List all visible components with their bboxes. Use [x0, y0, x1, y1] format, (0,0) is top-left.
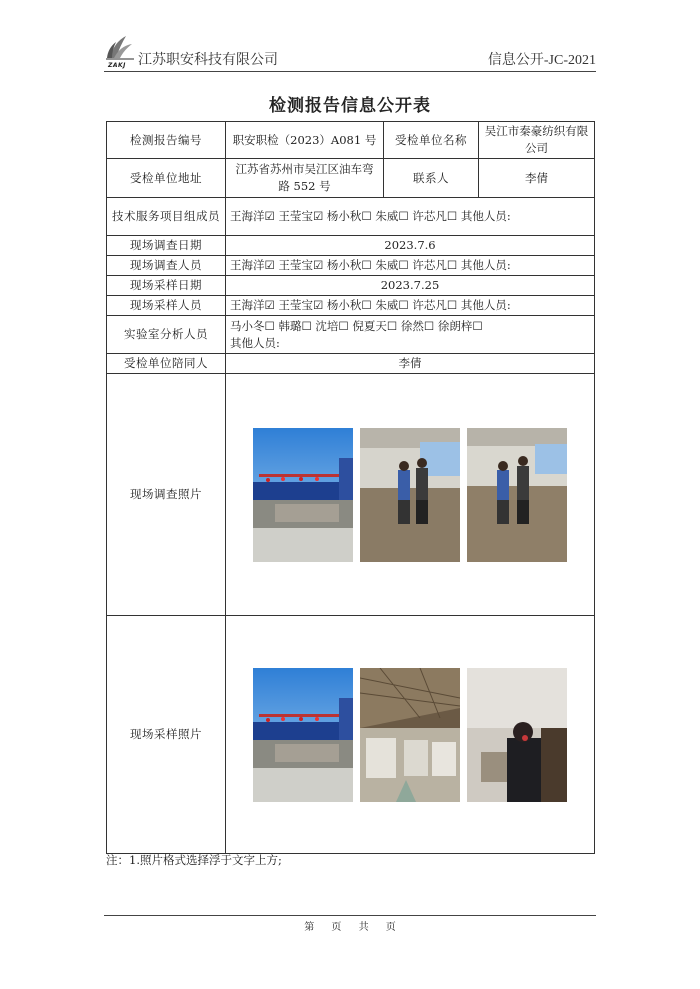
header-divider [104, 71, 596, 72]
sampling-date-label: 现场采样日期 [107, 276, 226, 296]
address-value: 江苏省苏州市吴江区油车弯路 552 号 [226, 159, 384, 198]
address-label: 受检单位地址 [107, 159, 226, 198]
page-number-footer: 第 页 共 页 [304, 922, 396, 933]
table-row [107, 296, 595, 316]
survey-staff-value: 王海洋☑ 王莹宝☑ 杨小秋☐ 朱威☐ 许芯凡☐ 其他人员: [226, 256, 595, 276]
team-label: 技术服务项目组成员 [107, 198, 226, 236]
table-row [107, 159, 595, 198]
sampling-photos-cell [226, 616, 595, 854]
document-code: 信息公开-JC-2021 [487, 53, 596, 68]
report-no-value: 职安职检（2023）A081 号 [226, 122, 384, 159]
lab-staff-value [226, 316, 595, 354]
lab-staff-label: 实验室分析人员 [107, 316, 226, 354]
lab-staff-line1: 马小冬☐ 韩璐☐ 沈培☐ 倪夏天☐ 徐然☐ 徐朗梓☐ [230, 318, 483, 333]
unit-name-value: 吴江市秦豪纺织有限公司 [479, 122, 595, 159]
contact-label: 联系人 [384, 159, 479, 198]
escort-label: 受检单位陪同人 [107, 354, 226, 374]
survey-photos-cell [226, 374, 595, 616]
survey-photo-interview-2 [467, 428, 567, 562]
info-table [106, 121, 595, 854]
report-no-label: 检测报告编号 [107, 122, 226, 159]
footer-divider [104, 915, 596, 916]
team-value: 王海洋☑ 王莹宝☑ 杨小秋☐ 朱威☐ 许芯凡☐ 其他人员: [226, 198, 595, 236]
logo-leaf-icon [104, 32, 136, 62]
company-name: 江苏职安科技有限公司 [138, 52, 278, 68]
survey-photos-label: 现场调查照片 [107, 374, 226, 616]
survey-photo-interview-1 [360, 428, 460, 562]
sampling-photo-gate [253, 668, 353, 802]
table-row [107, 122, 595, 159]
unit-name-label: 受检单位名称 [384, 122, 479, 159]
survey-staff-label: 现场调查人员 [107, 256, 226, 276]
lab-staff-line2: 其他人员: [230, 335, 280, 350]
table-row [107, 256, 595, 276]
page-title: 检测报告信息公开表 [269, 96, 431, 116]
logo-text: ZAKJ [108, 62, 126, 69]
sampling-staff-value: 王海洋☑ 王莹宝☑ 杨小秋☐ 朱威☐ 许芯凡☐ 其他人员: [226, 296, 595, 316]
sampling-staff-label: 现场采样人员 [107, 296, 226, 316]
sampling-date-value: 2023.7.25 [226, 276, 595, 296]
company-logo [104, 32, 136, 69]
footnote: 注：1.照片格式选择浮于文字上方; [106, 853, 282, 867]
table-row [107, 354, 595, 374]
table-row [107, 374, 595, 616]
table-row [107, 616, 595, 854]
contact-value: 李倩 [479, 159, 595, 198]
table-row [107, 198, 595, 236]
survey-date-value: 2023.7.6 [226, 236, 595, 256]
survey-date-label: 现场调查日期 [107, 236, 226, 256]
table-row [107, 276, 595, 296]
escort-value: 李倩 [226, 354, 595, 374]
table-row [107, 316, 595, 354]
page-header [104, 30, 596, 72]
table-row [107, 236, 595, 256]
sampling-photo-operator [467, 668, 567, 802]
survey-photo-gate [253, 428, 353, 562]
sampling-photos-label: 现场采样照片 [107, 616, 226, 854]
sampling-photo-workshop [360, 668, 460, 802]
